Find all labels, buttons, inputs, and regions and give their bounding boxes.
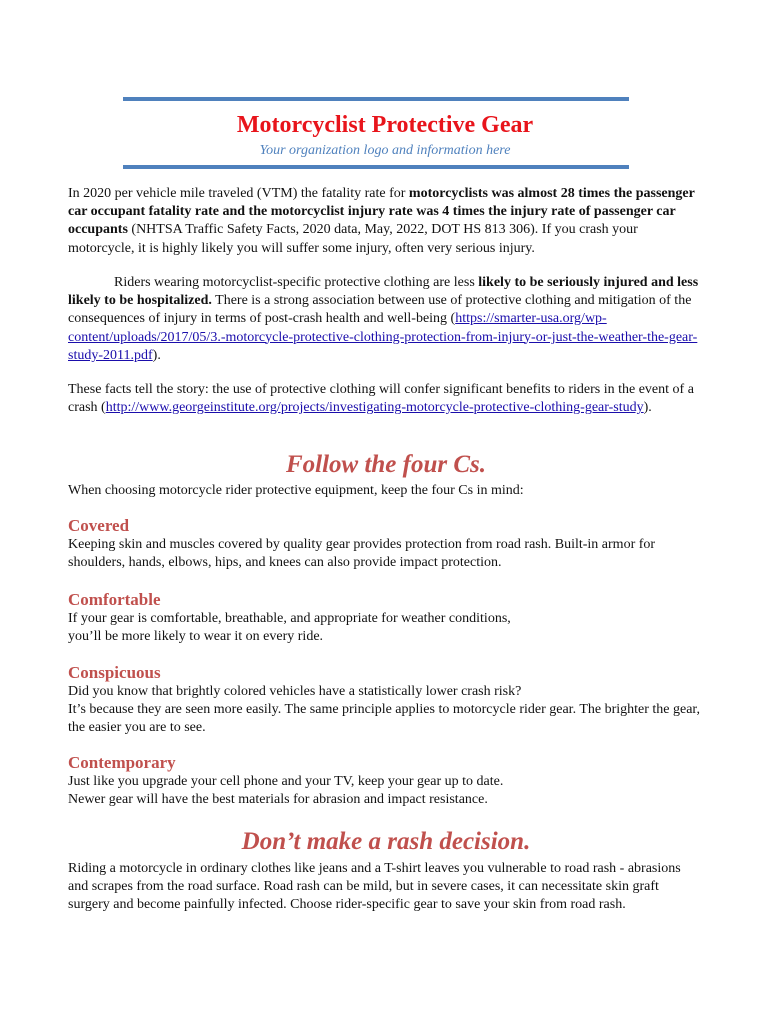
rash-body-wrap xyxy=(68,860,704,915)
p3-close: ). xyxy=(643,400,652,416)
rash-heading: Don’t make a rash decision. xyxy=(241,828,531,855)
top-divider xyxy=(123,97,629,101)
page-title: Motorcyclist Protective Gear xyxy=(236,112,534,138)
c-heading-conspicuous: Conspicuous xyxy=(68,663,161,682)
intro-text: In 2020 per vehicle mile traveled (VTM) the fatality rate for xyxy=(68,186,409,201)
c-heading-comfortable: Comfortable xyxy=(68,590,161,609)
c-heading-contemporary: Contemporary xyxy=(68,753,176,772)
rash-body: Riding a motorcycle in ordinary clothes like jeans and a T-shirt leaves you vulnerable to road rash - abrasions and scrapes from the road surface. Road rash can be mild, but in severe cases, it can necessitate skin graft surgery and become painfully infected. Choose rider-specific gear to save your skin from road rash. xyxy=(68,861,681,913)
intro-paragraph-2 xyxy=(68,274,704,365)
study-link-smarter[interactable]: https://smarter-usa.org/wp-content/uploads/2017/05/3.-motorcycle-protective-clothing-protection-from-injury-or-just-the-weather-the-gear-study-2011.pdf xyxy=(68,311,698,363)
c-text-contemporary-2: Newer gear will have the best materials for abrasion and impact resistance. xyxy=(68,792,488,808)
c-text-conspicuous-1: Did you know that brightly colored vehicles have a statistically lower crash risk? xyxy=(68,684,522,699)
p3-text: These facts tell the story: the use of protective clothing will confer significant benefits to riders in the event of a crash ( xyxy=(68,382,694,416)
p2-text: Riders wearing motorcyclist-specific protective clothing are less xyxy=(114,275,479,290)
four-cs-section xyxy=(68,451,704,479)
page-subtitle: Your organization logo and information here xyxy=(259,143,511,158)
rash-section xyxy=(68,828,704,856)
c-item-comfortable xyxy=(68,590,704,646)
intro-paragraph-1 xyxy=(68,185,704,258)
c-text-comfortable-2: you’ll be more likely to wear it on every ride. xyxy=(68,629,324,645)
four-cs-heading: Follow the four Cs. xyxy=(285,451,487,478)
c-heading-covered: Covered xyxy=(68,516,130,535)
c-item-conspicuous xyxy=(68,663,704,738)
intro-paragraph-3 xyxy=(68,381,704,417)
four-cs-lead-wrap xyxy=(68,482,704,500)
bottom-divider xyxy=(123,165,629,169)
c-text-contemporary-1: Just like you upgrade your cell phone and your TV, keep your gear up to date. xyxy=(68,774,504,789)
c-item-covered xyxy=(68,516,704,572)
c-text-covered: Keeping skin and muscles covered by quality gear provides protection from road rash. Built-in armor for shoulders, hands, elbows, hips, and knees can also provide impact protection. xyxy=(68,537,656,571)
p2-emphasis: likely to be seriously injured and less likely to be hospitalized. xyxy=(68,275,699,309)
four-cs-lead: When choosing motorcycle rider protective equipment, keep the four Cs in mind: xyxy=(68,483,524,498)
study-link-george[interactable]: http://www.georgeinstitute.org/projects/investigating-motorcycle-protective-clothing-gear-study xyxy=(105,400,644,416)
p2-close: ). xyxy=(152,347,161,363)
c-text-comfortable-1: If your gear is comfortable, breathable, and appropriate for weather conditions, xyxy=(68,611,511,626)
c-item-contemporary xyxy=(68,753,704,809)
intro-emphasis: motorcyclists was almost 28 times the passenger car occupant fatality rate and the motorcyclist injury rate was 4 times the injury rate of passenger car occupants xyxy=(68,186,695,238)
c-text-conspicuous-2: It’s because they are seen more easily. The same principle applies to motorcycle rider gear. The brighter the gear, the easier you are to see. xyxy=(68,702,701,736)
intro-text-cont: (NHTSA Traffic Safety Facts, 2020 data, May, 2022, DOT HS 813 306). If you crash your motorcycle, it is highly likely you will suffer some injury, often very serious injury. xyxy=(68,222,638,256)
p2-text-cont: There is a strong association between use of protective clothing and mitigation of the consequences of injury in terms of post-crash health and well-being ( xyxy=(68,293,692,327)
